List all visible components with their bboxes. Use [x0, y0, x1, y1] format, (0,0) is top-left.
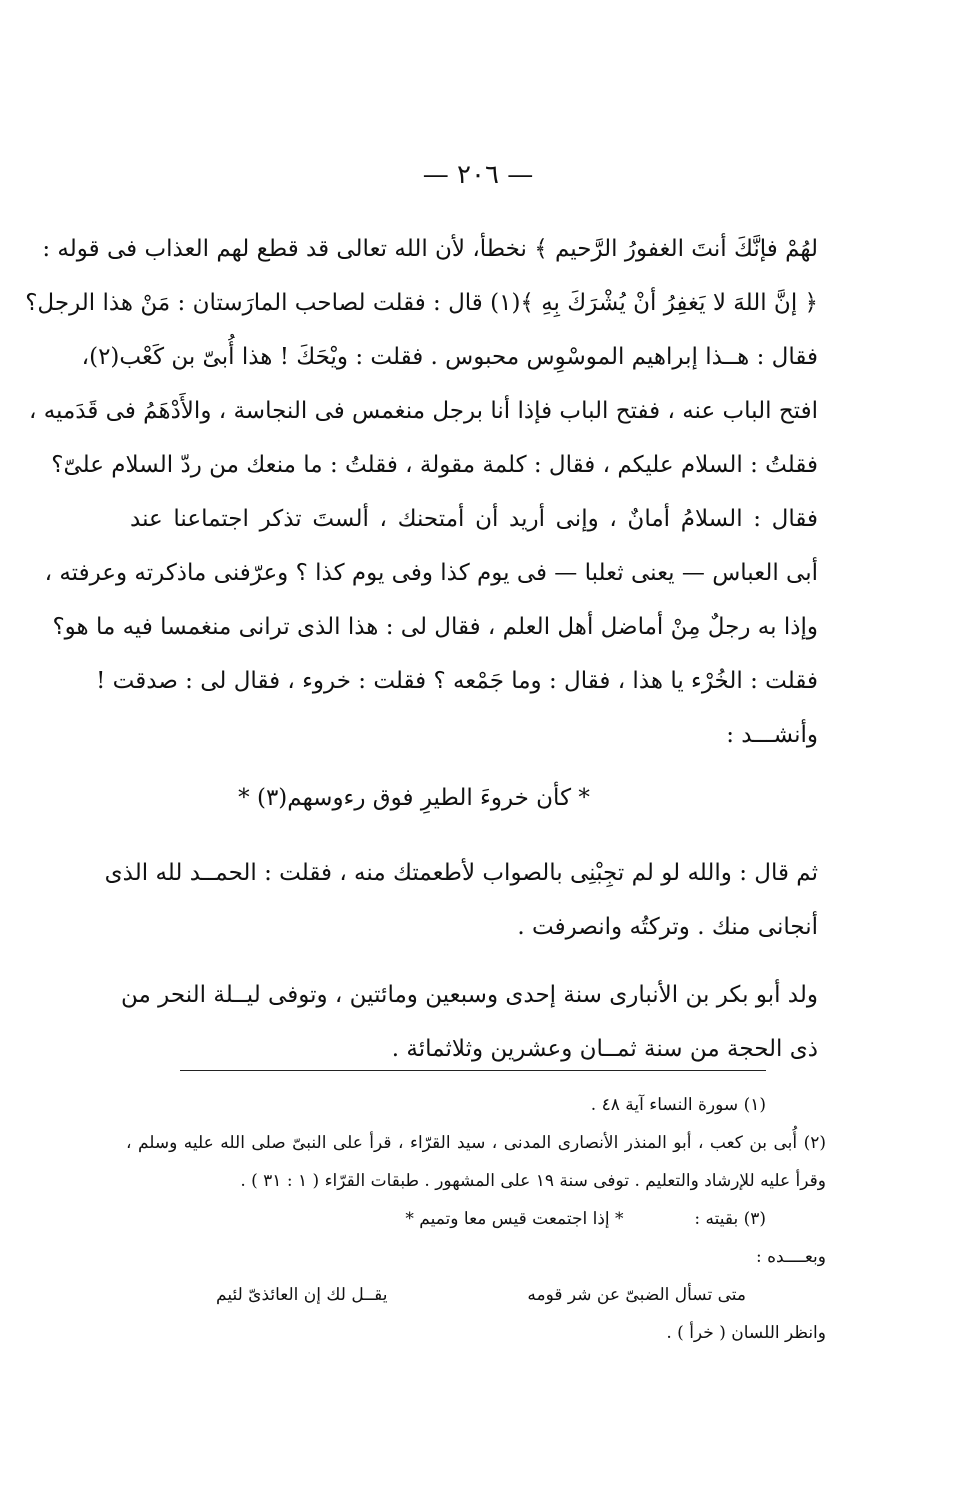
footnote-3-line-3: [126, 1276, 766, 1314]
main-text: [25, 222, 818, 1076]
text-line: ثم قال : والله لو لم تجِبْنِى بالصواب لأطعمتك منه ، فقلت : الحمــد لله الذى: [104, 860, 818, 886]
text-line: وأنشـــد :: [726, 722, 818, 748]
footnote-3-line-2: وبعــــده :: [755, 1247, 826, 1267]
footnote-3-verse: * إذا اجتمعت قيس معا وتميم *: [405, 1209, 624, 1229]
hemistich-right: متى تسأل الضبىّ عن شر قومه: [527, 1285, 746, 1305]
text-line: افتح الباب عنه ، ففتح الباب فإذا أنا برجل منغمس فى النجاسة ، والأَدْهَمُ فى قَدَميه ،: [28, 398, 818, 424]
text-line: ذى الحجة من سنة ثمــان وعشرين وثلاثمائة .: [391, 1036, 818, 1062]
footnote-separator: [180, 1070, 766, 1071]
text-line: ولد أبو بكر بن الأنبارى سنة إحدى وسبعين ومائتين ، وتوفى ليــلة النحر من: [121, 982, 818, 1008]
paragraph-gap: [130, 824, 818, 846]
verse-line: * كأن خروءَ الطيرِ فوق رءوسهم(٣) *: [238, 785, 590, 811]
footnote-3-line-1: [126, 1200, 766, 1238]
hemistich-left: يقــل لك إن العائذىّ لئيم: [216, 1285, 388, 1305]
footnote-3-line-4: وانظر اللسان ( خرأ ) .: [666, 1323, 826, 1343]
text-line: أبى العباس — يعنى ثعلبا — فى يوم كذا وفى يوم كذا ؟ وعرّفنى ماذكرته وعرفته ،: [44, 560, 818, 586]
text-line: فقلتُ : السلام عليكم ، فقال : كلمة مقولة ، فقلتُ : ما منعك من ردّ السلام علىّ؟: [51, 452, 818, 478]
page-number: — ٢٠٦ —: [422, 160, 534, 190]
footnote-2-line-2: وقرأ عليه للإرشاد والتعليم . توفى سنة ١٩ على المشهور . طبقات القرّاء ( ١ : ٣١ ) .: [240, 1171, 826, 1191]
footnotes: [126, 1086, 826, 1352]
text-line: فقال : السلامُ أمانٌ ، وإنى أريد أن أمتحنك ، ألستَ تذكر اجتماعنا عند: [130, 506, 818, 532]
footnote-2-line-1: (٢) أُبى بن كعب ، أبو المنذر الأنصارى المدنى ، سيد القرّاء ، قرأ على النبىّ صلى الله عليه وسلم ،: [126, 1133, 826, 1153]
text-line: فقلت : الخُرْء يا هذا ، فقال : وما جَمْعه ؟ فقلت : خروء ، فقال لى : صدقت !: [96, 668, 818, 694]
footnote-1: (١) سورة النساء آية ٤٨ .: [590, 1095, 766, 1115]
text-line: أنجانى منك . وتركتُه وانصرفت .: [517, 914, 818, 940]
text-line: لهُمْ فإنَّكَ أنتَ الغفورُ الرَّحيم ﴾ نخطأ، لأن الله تعالى قد قطع لهم العذاب فى قوله :: [42, 236, 818, 262]
footnote-3-label: (٣) بقيته :: [694, 1209, 766, 1229]
text-line: ﴿ إنَّ اللهَ لا يَغفِرُ أنْ يُشْرَكَ بِهِ ﴾(١) قال : فقلت لصاحب المارَستان : مَنْ هذا الرجل؟: [25, 290, 818, 316]
text-line: فقال : هــذا إبراهيم الموسْوِس محبوس . فقلت : ويْحَكَ ! هذا أُبىّ بن كَعْب(٢)،: [81, 344, 818, 370]
text-line: وإذا به رجلٌ مِنْ أماضل أهل العلم ، فقال لى : هذا الذى ترانى منغمسا فيه ما هو؟: [52, 614, 818, 640]
paragraph-gap: [130, 954, 818, 968]
footnote-verse-row: [216, 1276, 746, 1314]
